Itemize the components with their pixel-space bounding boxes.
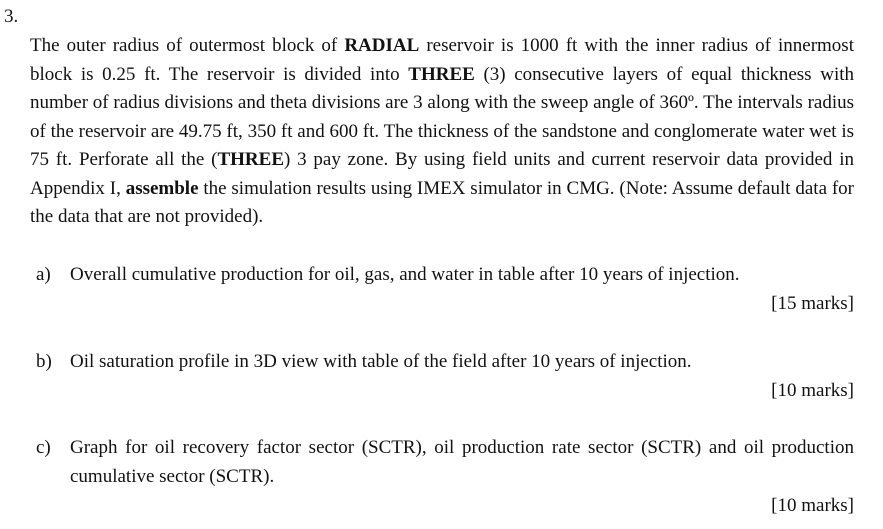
part-c-marks: [10 marks] bbox=[771, 495, 854, 516]
intro-text-3: (3) consecutive layers of equal thickness with number of radius divisions and theta divisions are 3 along with the sweep angle of 360º. The intervals radius of the reservoir are 49.75 ft, 350 ft and 600 ft. The thickness of the sandstone and conglomerate water wet is 75 ft. Perforate all the ( bbox=[30, 63, 854, 170]
intro-text-2: reservoir is 1000 ft with the inner radius of innermost block is 0.25 ft. The reservoir is divided into bbox=[30, 35, 854, 85]
part-a-label: a) bbox=[36, 264, 51, 285]
question-number: 3. bbox=[4, 6, 19, 27]
intro-text-5: the simulation results using IMEX simulator in CMG. (Note: Assume default data for the data that are not provided). bbox=[30, 177, 854, 227]
part-c-label: c) bbox=[36, 437, 51, 458]
part-b bbox=[36, 348, 854, 377]
part-c bbox=[36, 434, 854, 491]
part-a-text: Overall cumulative production for oil, gas, and water in table after 10 years of injection. bbox=[70, 264, 740, 285]
part-b-label: b) bbox=[36, 351, 52, 372]
intro-bold-assemble: assemble bbox=[125, 177, 199, 199]
part-a-marks: [15 marks] bbox=[771, 293, 854, 314]
part-a bbox=[36, 261, 854, 290]
intro-bold-radial: RADIAL bbox=[344, 35, 420, 56]
intro-text-4: ) 3 pay zone. By using field units and current reservoir data provided in Appendix I, bbox=[30, 149, 854, 199]
part-c-text: Graph for oil recovery factor sector (SCTR), oil production rate sector (SCTR) and oil production cumulative sector (SCTR). bbox=[70, 437, 854, 487]
intro-text-1: The outer radius of outermost block of bbox=[30, 35, 345, 56]
intro-bold-three: THREE bbox=[408, 63, 475, 85]
question-paragraph bbox=[30, 32, 854, 232]
part-b-marks: [10 marks] bbox=[771, 380, 854, 401]
part-b-text: Oil saturation profile in 3D view with table of the field after 10 years of injection. bbox=[70, 351, 692, 372]
intro-bold-three-2: THREE bbox=[217, 149, 284, 170]
